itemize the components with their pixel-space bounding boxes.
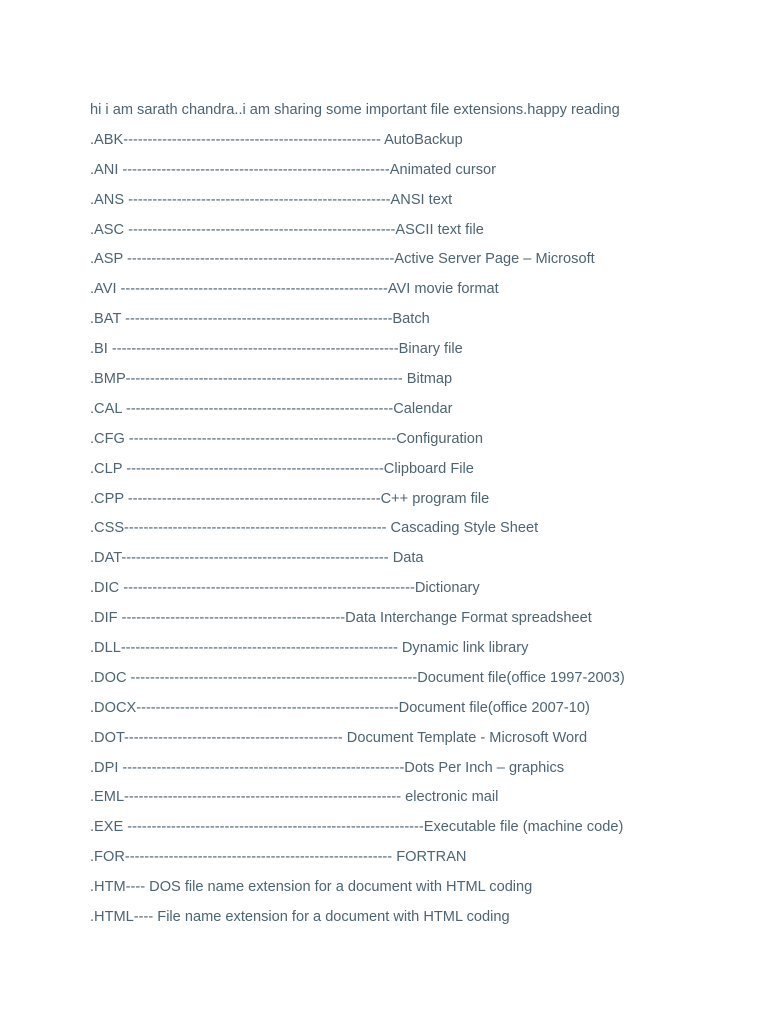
extension-line: .DIC ------------------------------------------------------------Dictionary bbox=[90, 580, 480, 597]
extension-line: .DIF ----------------------------------------------Data Interchange Format spreadsheet bbox=[90, 610, 592, 627]
extension-line: .DOCX------------------------------------------------------Document file(office 2007-10) bbox=[90, 699, 590, 716]
extension-line: .CAL -------------------------------------------------------Calendar bbox=[90, 400, 453, 417]
extension-line: .ANI -------------------------------------------------------Animated cursor bbox=[90, 161, 496, 178]
document-content bbox=[90, 96, 750, 933]
extension-line: .CSS------------------------------------------------------ Cascading Style Sheet bbox=[90, 520, 539, 537]
extension-line: .CLP -----------------------------------------------------Clipboard File bbox=[90, 460, 474, 477]
extension-line: .DOT--------------------------------------------- Document Template - Microsoft Word bbox=[90, 729, 588, 746]
extension-line: .HTM---- DOS file name extension for a document with HTML coding bbox=[90, 879, 533, 896]
intro-text: hi i am sarath chandra..i am sharing some important file extensions.happy reading bbox=[90, 102, 620, 118]
extension-line: .AVI -------------------------------------------------------AVI movie format bbox=[90, 281, 499, 298]
extension-line: .DOC -----------------------------------------------------------Document file(office 1997-2003) bbox=[90, 669, 625, 686]
extension-line: .BI -----------------------------------------------------------Binary file bbox=[90, 341, 463, 358]
extension-line: .CFG -------------------------------------------------------Configuration bbox=[90, 430, 484, 447]
extension-line: .BAT -------------------------------------------------------Batch bbox=[90, 311, 430, 328]
extension-line: .ASC -------------------------------------------------------ASCII text file bbox=[90, 221, 484, 238]
extension-line: .DPI ----------------------------------------------------------Dots Per Inch – graphics bbox=[90, 759, 565, 776]
extension-line: .ABK----------------------------------------------------- AutoBackup bbox=[90, 131, 463, 148]
extension-line: .FOR------------------------------------------------------- FORTRAN bbox=[90, 849, 467, 866]
extension-line: .EML--------------------------------------------------------- electronic mail bbox=[90, 789, 499, 806]
extension-line: .ASP -------------------------------------------------------Active Server Page – Microsoft bbox=[90, 251, 595, 268]
extension-line: .EXE -------------------------------------------------------------Executable file (machine code) bbox=[90, 819, 624, 836]
extension-line: .BMP--------------------------------------------------------- Bitmap bbox=[90, 371, 453, 388]
extension-line: .DAT------------------------------------------------------- Data bbox=[90, 550, 424, 567]
extension-line: .HTML---- File name extension for a document with HTML coding bbox=[90, 909, 510, 926]
extension-line: .CPP ----------------------------------------------------C++ program file bbox=[90, 490, 490, 507]
extension-line: .DLL--------------------------------------------------------- Dynamic link library bbox=[90, 640, 529, 657]
extension-line: .ANS ------------------------------------------------------ANSI text bbox=[90, 191, 453, 208]
